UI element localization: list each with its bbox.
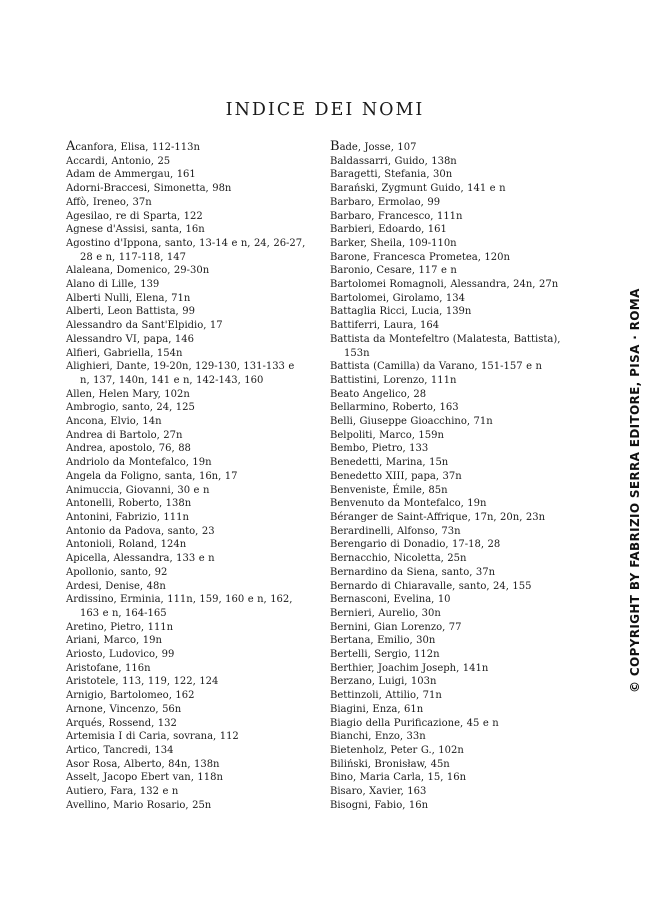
index-entry: Autiero, Fara, 132 e n xyxy=(66,786,179,798)
index-entry: Alighieri, Dante, 19-20n, 129-130, 131-133 e n, 137, 140n, 141 e n, 142-143, 160 xyxy=(66,361,295,386)
index-column-left xyxy=(66,140,306,812)
index-entry: Asor Rosa, Alberto, 84n, 138n xyxy=(66,758,220,770)
index-entry: Barbaro, Francesco, 111n xyxy=(330,210,463,222)
index-entry: Barone, Francesca Prometea, 120n xyxy=(330,251,510,263)
index-entry: Béranger de Saint-Affrique, 17n, 20n, 23n xyxy=(330,511,546,523)
index-entry: Belpoliti, Marco, 159n xyxy=(330,429,444,441)
index-entry: Agostino d'Ippona, santo, 13-14 e n, 24, 26-27, 28 e n, 117-118, 147 xyxy=(66,237,306,263)
index-entry: Agnese d'Assisi, santa, 16n xyxy=(66,224,205,236)
index-entry: Bietenholz, Peter G., 102n xyxy=(330,744,464,756)
index-entry: Bartolomei, Girolamo, 134 xyxy=(330,292,465,304)
index-entry: Animuccia, Giovanni, 30 e n xyxy=(66,484,210,496)
index-entry: Affò, Ireneo, 37n xyxy=(66,196,152,208)
index-entry: Aristotele, 113, 119, 122, 124 xyxy=(66,676,219,688)
index-entry: Barbieri, Edoardo, 161 xyxy=(330,224,447,236)
index-entry: Bertana, Emilio, 30n xyxy=(330,635,436,647)
index-entry: Alano di Lille, 139 xyxy=(66,279,160,291)
index-entry: Antonini, Fabrizio, 111n xyxy=(66,511,189,523)
index-entry: Biliński, Bronisław, 45n xyxy=(330,758,450,770)
index-entry: Bernacchio, Nicoletta, 25n xyxy=(330,553,467,565)
index-entry: Battaglia Ricci, Lucia, 139n xyxy=(330,306,472,318)
index-entry: Baronio, Cesare, 117 e n xyxy=(330,265,457,277)
index-column-right xyxy=(330,140,566,812)
index-entry: Berardinelli, Alfonso, 73n xyxy=(330,525,461,537)
index-entry: Barker, Sheila, 109-110n xyxy=(330,237,457,249)
index-entry: Andrea, apostolo, 76, 88 xyxy=(66,443,191,455)
index-entry: Andrea di Bartolo, 27n xyxy=(66,429,183,441)
index-entry: Bino, Maria Carla, 15, 16n xyxy=(330,772,467,784)
index-entry: Ambrogio, santo, 24, 125 xyxy=(66,402,195,414)
page-title: INDICE DEI NOMI xyxy=(225,100,425,120)
index-entry: Bernasconi, Evelina, 10 xyxy=(330,594,451,606)
index-entry: Ariani, Marco, 19n xyxy=(66,635,162,647)
index-entry: Berengario di Donadio, 17-18, 28 xyxy=(330,539,501,551)
index-entry: Battista (Camilla) da Varano, 151-157 e n xyxy=(330,361,542,373)
index-entry: Bianchi, Enzo, 33n xyxy=(330,731,426,743)
index-entry: Bellarmino, Roberto, 163 xyxy=(330,402,459,414)
index-entry: Benveniste, Émile, 85n xyxy=(330,484,448,496)
index-entry: Asselt, Jacopo Ebert van, 118n xyxy=(66,772,223,784)
index-entry: Adam de Ammergau, 161 xyxy=(66,169,196,181)
index-entry: Beato Angelico, 28 xyxy=(330,388,427,400)
index-entry: Bernardo di Chiaravalle, santo, 24, 155 xyxy=(330,580,532,592)
index-entry: Biagini, Enza, 61n xyxy=(330,703,424,715)
index-entry: Barbaro, Ermolao, 99 xyxy=(330,196,441,208)
index-entry: Angela da Foligno, santa, 16n, 17 xyxy=(66,470,238,482)
index-entry: Antonioli, Roland, 124n xyxy=(66,539,187,551)
index-entry: Adorni-Braccesi, Simonetta, 98n xyxy=(66,183,232,195)
index-entry: Ariosto, Ludovico, 99 xyxy=(66,649,175,661)
index-entry: Benvenuto da Montefalco, 19n xyxy=(330,498,487,510)
index-entry: Baragetti, Stefania, 30n xyxy=(330,169,453,181)
index-entry: Bernieri, Aurelio, 30n xyxy=(330,607,441,619)
index-entry: Alaleana, Domenico, 29-30n xyxy=(66,265,210,277)
index-entry: Accardi, Antonio, 25 xyxy=(66,155,171,167)
index-entry: Alfieri, Gabriella, 154n xyxy=(66,347,183,359)
index-entry: Bernardino da Siena, santo, 37n xyxy=(330,566,496,578)
index-entry: Allen, Helen Mary, 102n xyxy=(66,388,190,400)
index-entry: Arnone, Vincenzo, 56n xyxy=(66,703,182,715)
index-entry: Apollonio, santo, 92 xyxy=(66,566,168,578)
index-entry: Acanfora, Elisa, 112-113n xyxy=(66,139,200,154)
index-entry: Antonio da Padova, santo, 23 xyxy=(66,525,215,537)
index-entry: Bartolomei Romagnoli, Alessandra, 24n, 27n xyxy=(330,279,559,291)
index-entry: Alessandro VI, papa, 146 xyxy=(66,333,194,345)
index-entry: Ardissino, Erminia, 111n, 159, 160 e n, 162, 163 e n, 164-165 xyxy=(66,594,293,619)
index-entry: Bade, Josse, 107 xyxy=(330,139,417,154)
index-entry: Baldassarri, Guido, 138n xyxy=(330,155,457,167)
index-entry: Arqués, Rossend, 132 xyxy=(66,717,177,729)
index-entry: Antonelli, Roberto, 138n xyxy=(66,498,192,510)
copyright-notice: © COPYRIGHT BY FABRIZIO SERRA EDITORE, PISA · ROMA xyxy=(628,288,642,693)
index-entry: Benedetti, Marina, 15n xyxy=(330,457,449,469)
index-entry: Berthier, Joachim Joseph, 141n xyxy=(330,662,489,674)
index-entry: Apicella, Alessandra, 133 e n xyxy=(66,553,215,565)
index-entry: Bisogni, Fabio, 16n xyxy=(330,799,429,811)
index-entry: Battista da Montefeltro (Malatesta, Battista), 153n xyxy=(330,333,561,359)
index-entry: Barański, Zygmunt Guido, 141 e n xyxy=(330,183,506,195)
index-entry: Andriolo da Montefalco, 19n xyxy=(66,457,212,469)
index-entry: Aretino, Pietro, 111n xyxy=(66,621,174,633)
index-entry: Berzano, Luigi, 103n xyxy=(330,676,437,688)
index-entry: Bertelli, Sergio, 112n xyxy=(330,649,440,661)
index-entry: Alberti Nulli, Elena, 71n xyxy=(66,292,191,304)
index-entry: Agesilao, re di Sparta, 122 xyxy=(66,210,203,222)
index-entry: Bernini, Gian Lorenzo, 77 xyxy=(330,621,462,633)
index-entry: Ardesi, Denise, 48n xyxy=(66,580,166,592)
index-entry: Battiferri, Laura, 164 xyxy=(330,320,440,332)
index-entry: Alberti, Leon Battista, 99 xyxy=(66,306,195,318)
index-entry: Bettinzoli, Attilio, 71n xyxy=(330,690,442,702)
index-entry: Biagio della Purificazione, 45 e n xyxy=(330,717,499,729)
index-entry: Artico, Tancredi, 134 xyxy=(66,744,174,756)
index-entry: Avellino, Mario Rosario, 25n xyxy=(66,799,212,811)
index-entry: Alessandro da Sant'Elpidio, 17 xyxy=(66,320,223,332)
index-entry: Ancona, Elvio, 14n xyxy=(66,416,162,428)
index-entry: Bisaro, Xavier, 163 xyxy=(330,786,427,798)
index-entry: Bembo, Pietro, 133 xyxy=(330,443,429,455)
index-entry: Aristofane, 116n xyxy=(66,662,151,674)
index-entry: Belli, Giuseppe Gioacchino, 71n xyxy=(330,416,493,428)
index-entry: Artemisia I di Caria, sovrana, 112 xyxy=(66,731,239,743)
index-entry: Arnigio, Bartolomeo, 162 xyxy=(66,690,195,702)
index-entry: Battistini, Lorenzo, 111n xyxy=(330,374,457,386)
index-entry: Benedetto XIII, papa, 37n xyxy=(330,470,462,482)
